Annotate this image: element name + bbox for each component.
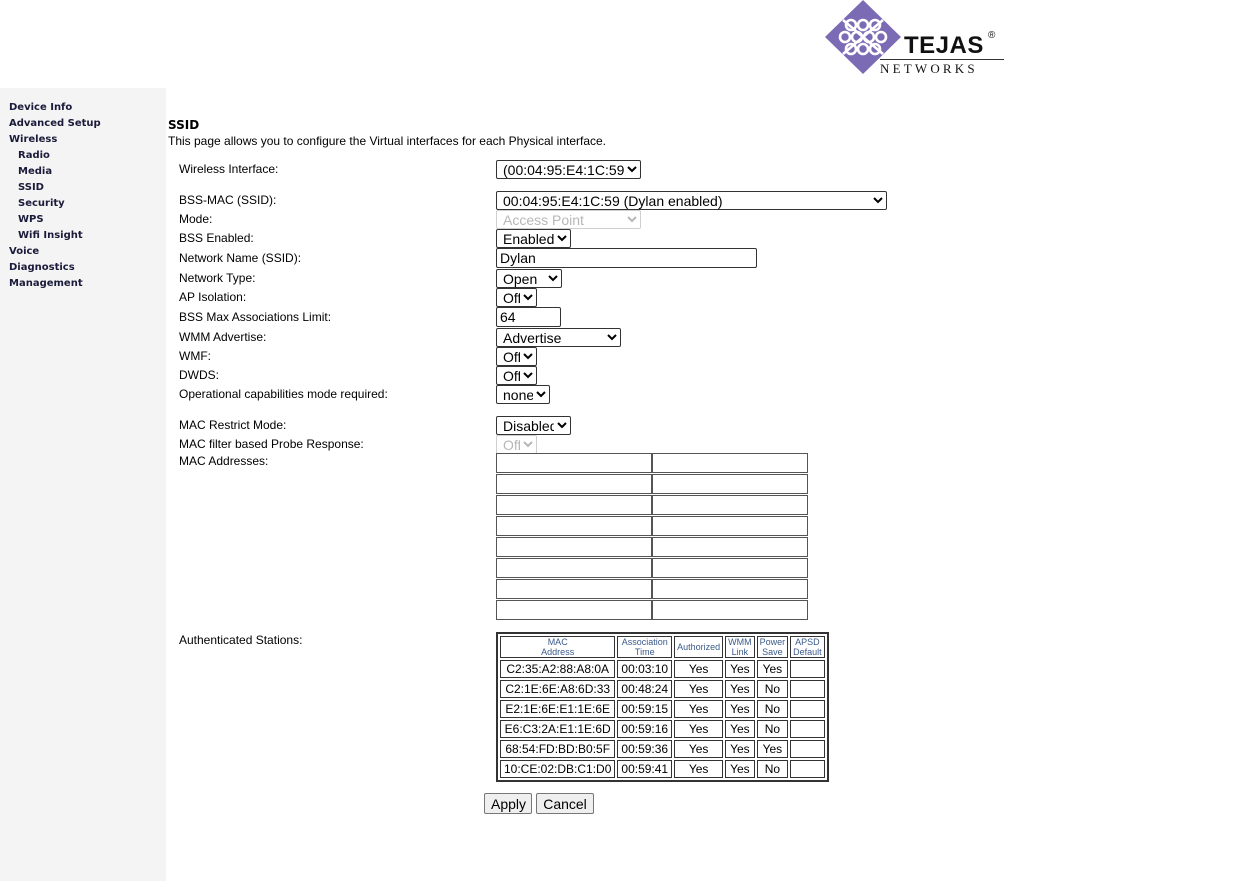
table-row bbox=[500, 760, 825, 778]
cell-power-save: No bbox=[757, 760, 789, 778]
table-row bbox=[500, 700, 825, 718]
mac-address-field[interactable] bbox=[652, 537, 808, 557]
cell-wmm: Yes bbox=[725, 740, 755, 758]
cell-time: 00:03:10 bbox=[617, 660, 672, 678]
mac-address-field[interactable] bbox=[496, 453, 652, 473]
cell-wmm: Yes bbox=[725, 660, 755, 678]
mac-filter-probe-label: MAC filter based Probe Response: bbox=[179, 437, 364, 451]
cell-apsd bbox=[790, 760, 825, 778]
authenticated-stations-table bbox=[496, 632, 829, 782]
cell-apsd bbox=[790, 740, 825, 758]
op-cap-mode-select[interactable] bbox=[496, 385, 550, 404]
mac-address-field[interactable] bbox=[496, 495, 652, 515]
page-description: This page allows you to configure the Virtual interfaces for each Physical interface. bbox=[168, 134, 607, 148]
mac-address-field[interactable] bbox=[652, 453, 808, 473]
cell-mac: C2:1E:6E:A8:6D:33 bbox=[500, 680, 615, 698]
table-row bbox=[500, 720, 825, 738]
cell-mac: 10:CE:02:DB:C1:D0 bbox=[500, 760, 615, 778]
tejas-logo bbox=[823, 0, 1023, 80]
mac-address-field[interactable] bbox=[496, 579, 652, 599]
bss-enabled-select[interactable] bbox=[496, 229, 571, 248]
sidebar-item-device-info[interactable]: Device Info bbox=[9, 102, 73, 113]
logo-subtitle: NETWORKS bbox=[880, 61, 978, 76]
cell-time: 00:59:41 bbox=[617, 760, 672, 778]
cancel-button[interactable]: Cancel bbox=[536, 793, 594, 814]
mac-filter-probe-select[interactable] bbox=[496, 435, 537, 454]
mac-address-field[interactable] bbox=[652, 600, 808, 620]
page-title: SSID bbox=[168, 118, 200, 132]
cell-authorized: Yes bbox=[674, 760, 723, 778]
wireless-interface-select[interactable] bbox=[496, 160, 641, 179]
wmf-label: WMF: bbox=[179, 349, 211, 363]
ap-isolation-label: AP Isolation: bbox=[179, 290, 247, 304]
sidebar-item-wireless[interactable]: Wireless bbox=[9, 134, 58, 145]
sidebar-item-diagnostics[interactable]: Diagnostics bbox=[9, 262, 75, 273]
col-header-wmm-link: WMM Link bbox=[725, 636, 755, 658]
mac-restrict-mode-label: MAC Restrict Mode: bbox=[179, 418, 287, 432]
cell-power-save: Yes bbox=[757, 660, 789, 678]
cell-wmm: Yes bbox=[725, 720, 755, 738]
cell-time: 00:48:24 bbox=[617, 680, 672, 698]
network-type-label: Network Type: bbox=[179, 271, 256, 285]
logo-divider bbox=[880, 59, 1004, 60]
dwds-label: DWDS: bbox=[179, 368, 219, 382]
mac-address-field[interactable] bbox=[496, 558, 652, 578]
cell-mac: C2:35:A2:88:A8:0A bbox=[500, 660, 615, 678]
table-row bbox=[500, 680, 825, 698]
sidebar-item-wps[interactable]: WPS bbox=[18, 214, 44, 225]
wmf-select[interactable] bbox=[496, 347, 537, 366]
table-row bbox=[500, 660, 825, 678]
cell-apsd bbox=[790, 680, 825, 698]
mode-select[interactable] bbox=[496, 210, 641, 229]
col-header-power-save: Power Save bbox=[757, 636, 789, 658]
cell-time: 00:59:15 bbox=[617, 700, 672, 718]
logo-registered-mark: ® bbox=[988, 30, 996, 41]
sidebar-item-voice[interactable]: Voice bbox=[9, 246, 40, 257]
col-header-apsd-default: APSD Default bbox=[790, 636, 825, 658]
sidebar-item-advanced-setup[interactable]: Advanced Setup bbox=[9, 118, 101, 129]
cell-authorized: Yes bbox=[674, 720, 723, 738]
cell-apsd bbox=[790, 660, 825, 678]
mac-address-field[interactable] bbox=[496, 474, 652, 494]
wmm-advertise-select[interactable] bbox=[496, 328, 621, 347]
network-type-select[interactable] bbox=[496, 269, 562, 288]
wireless-interface-label: Wireless Interface: bbox=[179, 162, 279, 176]
cell-mac: E6:C3:2A:E1:1E:6D bbox=[500, 720, 615, 738]
mac-address-field[interactable] bbox=[496, 537, 652, 557]
mac-address-field[interactable] bbox=[496, 516, 652, 536]
cell-power-save: Yes bbox=[757, 740, 789, 758]
table-row bbox=[500, 740, 825, 758]
cell-apsd bbox=[790, 700, 825, 718]
bss-enabled-label: BSS Enabled: bbox=[179, 231, 254, 245]
cell-wmm: Yes bbox=[725, 760, 755, 778]
cell-authorized: Yes bbox=[674, 680, 723, 698]
authenticated-stations-label: Authenticated Stations: bbox=[179, 633, 303, 647]
sidebar-item-media[interactable]: Media bbox=[18, 166, 53, 177]
cell-time: 00:59:16 bbox=[617, 720, 672, 738]
logo-wordmark: TEJAS bbox=[904, 32, 984, 59]
col-header-association-time: Association Time bbox=[617, 636, 672, 658]
apply-button[interactable]: Apply bbox=[484, 793, 532, 814]
dwds-select[interactable] bbox=[496, 366, 537, 385]
sidebar-item-wifi-insight[interactable]: Wifi Insight bbox=[18, 230, 83, 241]
cell-mac: 68:54:FD:BD:B0:5F bbox=[500, 740, 615, 758]
bss-mac-select[interactable] bbox=[496, 191, 887, 210]
network-name-label: Network Name (SSID): bbox=[179, 251, 302, 265]
mac-address-field[interactable] bbox=[652, 474, 808, 494]
cell-apsd bbox=[790, 720, 825, 738]
mac-address-field[interactable] bbox=[496, 600, 652, 620]
cell-authorized: Yes bbox=[674, 700, 723, 718]
col-header-authorized: Authorized bbox=[674, 636, 723, 658]
op-cap-mode-label: Operational capabilities mode required: bbox=[179, 387, 388, 401]
mac-restrict-mode-select[interactable] bbox=[496, 416, 571, 435]
mac-address-field[interactable] bbox=[652, 558, 808, 578]
bss-max-assoc-input[interactable] bbox=[496, 307, 561, 327]
cell-power-save: No bbox=[757, 700, 789, 718]
cell-power-save: No bbox=[757, 720, 789, 738]
bss-mac-label: BSS-MAC (SSID): bbox=[179, 193, 277, 207]
cell-wmm: Yes bbox=[725, 700, 755, 718]
sidebar-item-ssid[interactable]: SSID bbox=[18, 182, 44, 193]
cell-authorized: Yes bbox=[674, 660, 723, 678]
sidebar bbox=[0, 88, 166, 881]
mac-address-field[interactable] bbox=[652, 495, 808, 515]
mode-label: Mode: bbox=[179, 212, 213, 226]
sidebar-item-management[interactable]: Management bbox=[9, 278, 83, 289]
mac-addresses-label: MAC Addresses: bbox=[179, 454, 269, 468]
cell-power-save: No bbox=[757, 680, 789, 698]
col-header-mac-address: MAC Address bbox=[500, 636, 615, 658]
sidebar-item-security[interactable]: Security bbox=[18, 198, 65, 209]
mac-address-field[interactable] bbox=[652, 579, 808, 599]
stations-header-row bbox=[500, 636, 825, 658]
cell-mac: E2:1E:6E:E1:1E:6E bbox=[500, 700, 615, 718]
mac-address-field[interactable] bbox=[652, 516, 808, 536]
bss-max-assoc-label: BSS Max Associations Limit: bbox=[179, 310, 332, 324]
cell-authorized: Yes bbox=[674, 740, 723, 758]
cell-time: 00:59:36 bbox=[617, 740, 672, 758]
network-name-input[interactable] bbox=[496, 248, 757, 268]
cell-wmm: Yes bbox=[725, 680, 755, 698]
sidebar-item-radio[interactable]: Radio bbox=[18, 150, 50, 161]
ap-isolation-select[interactable] bbox=[496, 288, 537, 307]
wmm-advertise-label: WMM Advertise: bbox=[179, 330, 267, 344]
